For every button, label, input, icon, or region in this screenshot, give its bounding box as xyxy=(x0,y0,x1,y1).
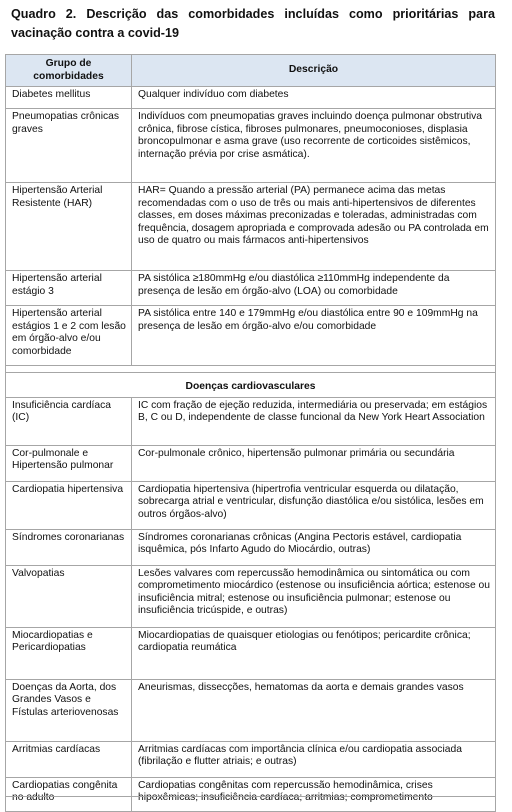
group-cell: Doenças da Aorta, dos Grandes Vasos e Fístulas arteriovenosas xyxy=(6,679,132,741)
table-row xyxy=(6,529,496,565)
table-row xyxy=(6,679,496,741)
header-group: Grupo de comorbidades xyxy=(6,55,132,87)
description-cell: Cardiopatias congênitas com repercussão hemodinâmica, crises hipoxêmicas; insuficiência cardíaca; arritmias; comprometimento xyxy=(132,777,496,811)
group-cell: Hipertensão Arterial Resistente (HAR) xyxy=(6,183,132,271)
table-row xyxy=(6,741,496,777)
comorbidities-table xyxy=(5,54,496,812)
description-cell: Cor-pulmonale crônico, hipertensão pulmonar primária ou secundária xyxy=(132,445,496,481)
group-cell: Miocardiopatias e Pericardiopatias xyxy=(6,627,132,679)
spacer-row xyxy=(6,366,496,373)
description-cell: Indivíduos com pneumopatias graves incluindo doença pulmonar obstrutiva crônica, fibrose cística, fibroses pulmonares, pneumoconioses, displasia broncopulmonar e asma grave (uso recorrente de corticoides sistêmicos, internação prévia por crise asmática). xyxy=(132,109,496,183)
description-cell: Arritmias cardíacas com importância clínica e/ou cardiopatia associada (fibrilação e flutter atriais; e outras) xyxy=(132,741,496,777)
table-row xyxy=(6,87,496,109)
description-cell: Lesões valvares com repercussão hemodinâmica ou sintomática ou com comprometimento miocárdico (estenose ou insuficiência aórtica; estenose ou insuficiência mitral; estenose ou insuficiência pulmonar; estenose ou insuficiência tricúspide, e outras) xyxy=(132,565,496,627)
section-row xyxy=(6,373,496,398)
group-cell: Cardiopatias congênita no adulto xyxy=(6,777,132,811)
description-cell: HAR= Quando a pressão arterial (PA) permanece acima das metas recomendadas com o uso de três ou mais anti-hipertensivos de diferentes classes, em doses máximas preconizadas e toleradas, administradas com frequência, dosagem apropriada e comprovada adesão ou PA controlada em uso de quatro ou mais fármacos anti-hipertensivos xyxy=(132,183,496,271)
table-row xyxy=(6,565,496,627)
spacer-cell xyxy=(6,366,496,373)
group-cell: Diabetes mellitus xyxy=(6,87,132,109)
group-cell: Arritmias cardíacas xyxy=(6,741,132,777)
group-cell: Hipertensão arterial estágios 1 e 2 com lesão em órgão-alvo e/ou comorbidade xyxy=(6,306,132,366)
description-cell: Miocardiopatias de quaisquer etiologias ou fenótipos; pericardite crônica; cardiopatia reumática xyxy=(132,627,496,679)
description-cell: Qualquer indivíduo com diabetes xyxy=(132,87,496,109)
group-cell: Hipertensão arterial estágio 3 xyxy=(6,271,132,306)
table-row xyxy=(6,445,496,481)
table-row xyxy=(6,109,496,183)
header-description: Descrição xyxy=(132,55,496,87)
description-cell: PA sistólica ≥180mmHg e/ou diastólica ≥110mmHg independente da presença de lesão em órgão-alvo (LOA) ou comorbidade xyxy=(132,271,496,306)
table-row xyxy=(6,306,496,366)
section-title: Doenças cardiovasculares xyxy=(6,373,496,398)
group-cell: Insuficiência cardíaca (IC) xyxy=(6,397,132,445)
group-cell: Cor-pulmonale e Hipertensão pulmonar xyxy=(6,445,132,481)
group-cell: Síndromes coronarianas xyxy=(6,529,132,565)
table-caption: Quadro 2. Descrição das comorbidades incluídas como prioritárias para vacinação contra a covid-19 xyxy=(11,7,495,40)
table-row xyxy=(6,481,496,529)
table-row xyxy=(6,271,496,306)
group-cell: Pneumopatias crônicas graves xyxy=(6,109,132,183)
table-row xyxy=(6,777,496,811)
table-row xyxy=(6,627,496,679)
header-row xyxy=(6,55,496,87)
bottom-rule xyxy=(5,796,496,797)
description-cell: Síndromes coronarianas crônicas (Angina Pectoris estável, cardiopatia isquêmica, pós Infarto Agudo do Miocárdio, outras) xyxy=(132,529,496,565)
group-cell: Valvopatias xyxy=(6,565,132,627)
description-cell: Cardiopatia hipertensiva (hipertrofia ventricular esquerda ou dilatação, sobrecarga atrial e ventricular, disfunção diastólica e/ou sistólica, lesões em outros órgãos-alvo) xyxy=(132,481,496,529)
table-row xyxy=(6,183,496,271)
group-cell: Cardiopatia hipertensiva xyxy=(6,481,132,529)
description-cell: Aneurismas, dissecções, hematomas da aorta e demais grandes vasos xyxy=(132,679,496,741)
description-cell: PA sistólica entre 140 e 179mmHg e/ou diastólica entre 90 e 109mmHg na presença de lesão em órgão-alvo e/ou comorbidade xyxy=(132,306,496,366)
table-row xyxy=(6,397,496,445)
description-cell: IC com fração de ejeção reduzida, intermediária ou preservada; em estágios B, C ou D, independente de classe funcional da New York Heart Association xyxy=(132,397,496,445)
